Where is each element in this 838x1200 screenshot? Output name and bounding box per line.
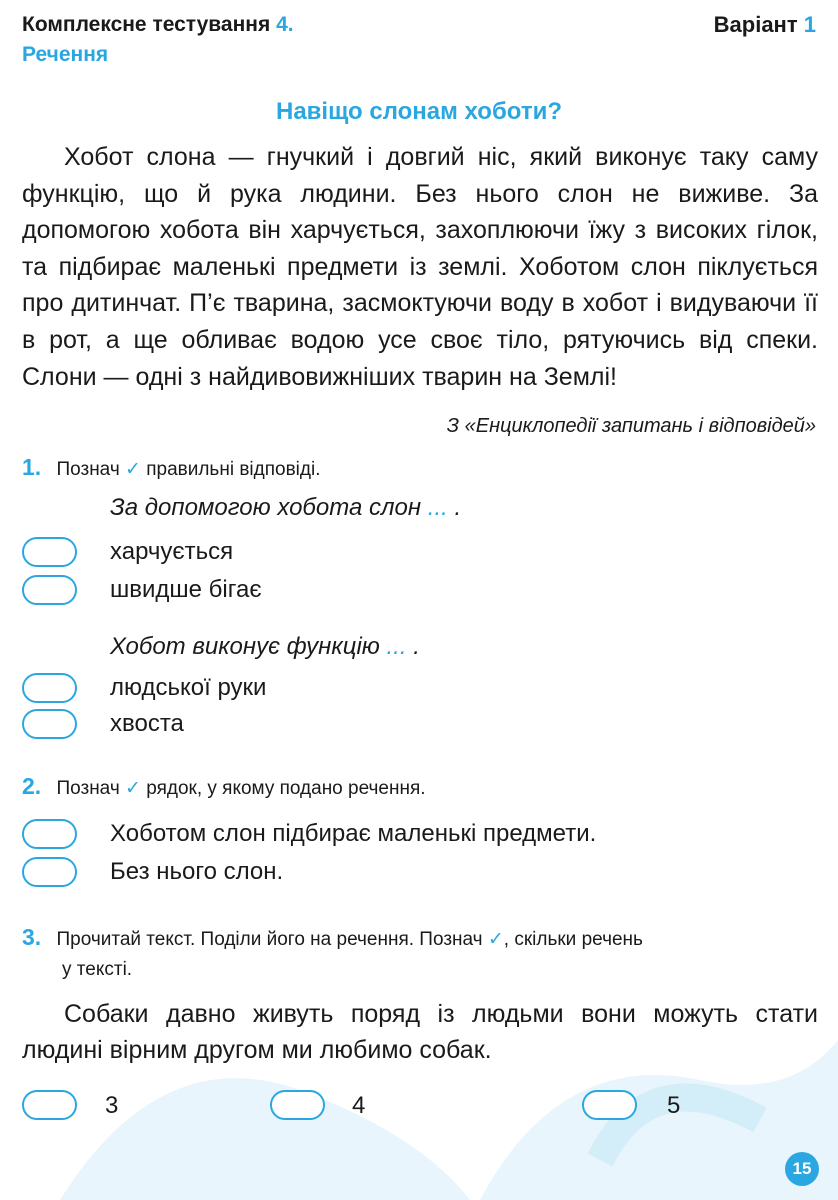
- answer-option: людської руки: [110, 674, 267, 701]
- prompt-dots: ...: [427, 494, 448, 521]
- answer-checkbox[interactable]: [22, 673, 77, 703]
- question-1a-prompt: [110, 494, 461, 522]
- test-heading: [22, 12, 294, 38]
- answer-checkbox[interactable]: [22, 819, 77, 849]
- story-title: Навіщо слонам хоботи?: [275, 98, 563, 125]
- checkmark-icon: ✓: [125, 778, 141, 799]
- story-source: З «Енциклопедії запитань і відповідей»: [446, 415, 816, 437]
- question-1-instruction: [22, 453, 320, 484]
- checkmark-icon: ✓: [125, 459, 141, 480]
- answer-checkbox[interactable]: [270, 1090, 325, 1120]
- instruction-text: Познач: [56, 778, 120, 799]
- answer-checkbox[interactable]: [22, 537, 77, 567]
- answer-option: Хоботом слон підбирає маленькі предмети.: [110, 820, 597, 847]
- answer-option: хвоста: [110, 710, 184, 737]
- test-number: 4.: [276, 13, 294, 36]
- answer-checkbox[interactable]: [22, 1090, 77, 1120]
- question-3-number: 3.: [22, 924, 42, 950]
- story-paragraph: Хобот слона — гнучкий і довгий ніс, який виконує таку саму функцію, що й рука людини. Без нього слон не виживе. За допомогою хобота він харчується, захоплюючи їжу з високих гілок, та підбирає маленькі предмети із землі. Хоботом слон піклується про дитинчат. П’є тварина, засмоктуючи воду в хобот і видуваючи її в рот, а ще обливає водою усе своє тіло, рятуючись від спеки. Слони — одні з найдивовижніших тварин на Землі!: [22, 143, 818, 391]
- question-3-instruction: [22, 922, 818, 985]
- page-number: 15: [785, 1152, 819, 1186]
- answer-option: швидше бігає: [110, 576, 262, 603]
- answer-checkbox[interactable]: [22, 709, 77, 739]
- answer-option: харчується: [110, 538, 234, 565]
- instruction-text: правильні відповіді.: [146, 459, 321, 480]
- prompt-text: Хобот виконує функцію: [110, 633, 380, 660]
- question-1b-prompt: [110, 633, 420, 661]
- instruction-text: Прочитай текст. Поділи його на речення. Познач: [56, 929, 483, 950]
- test-label: Комплексне тестування: [22, 13, 271, 36]
- question-2-instruction: [22, 772, 426, 803]
- story-text: [22, 139, 818, 395]
- prompt-end: .: [413, 633, 420, 660]
- question-2-number: 2.: [22, 773, 42, 799]
- answer-checkbox[interactable]: [582, 1090, 637, 1120]
- instruction-text: рядок, у якому подано речення.: [146, 778, 426, 799]
- answer-option: Без нього слон.: [110, 858, 284, 885]
- answer-checkbox[interactable]: [22, 575, 77, 605]
- variant-label: Варіант: [713, 12, 798, 37]
- prompt-end: .: [454, 494, 462, 521]
- answer-option: 4: [352, 1092, 366, 1119]
- instruction-text: , скільки речень: [503, 929, 643, 950]
- question-1-number: 1.: [22, 454, 42, 480]
- answer-checkbox[interactable]: [22, 857, 77, 887]
- answer-option: 3: [105, 1092, 119, 1119]
- dogs-paragraph: Собаки давно живуть поряд із людьми вони можуть стати людині вірним другом ми любимо собак.: [22, 1000, 818, 1064]
- variant-number: 1: [803, 12, 816, 37]
- prompt-dots: ...: [386, 633, 407, 660]
- checkmark-icon: ✓: [487, 929, 504, 950]
- instruction-text: у тексті.: [62, 959, 133, 980]
- instruction-text: Познач: [56, 459, 120, 480]
- prompt-text: За допомогою хобота слон: [110, 494, 422, 521]
- answer-option: 5: [667, 1092, 681, 1119]
- topic-heading: Речення: [22, 43, 109, 66]
- dogs-text: [22, 996, 818, 1068]
- variant-heading: [714, 12, 816, 38]
